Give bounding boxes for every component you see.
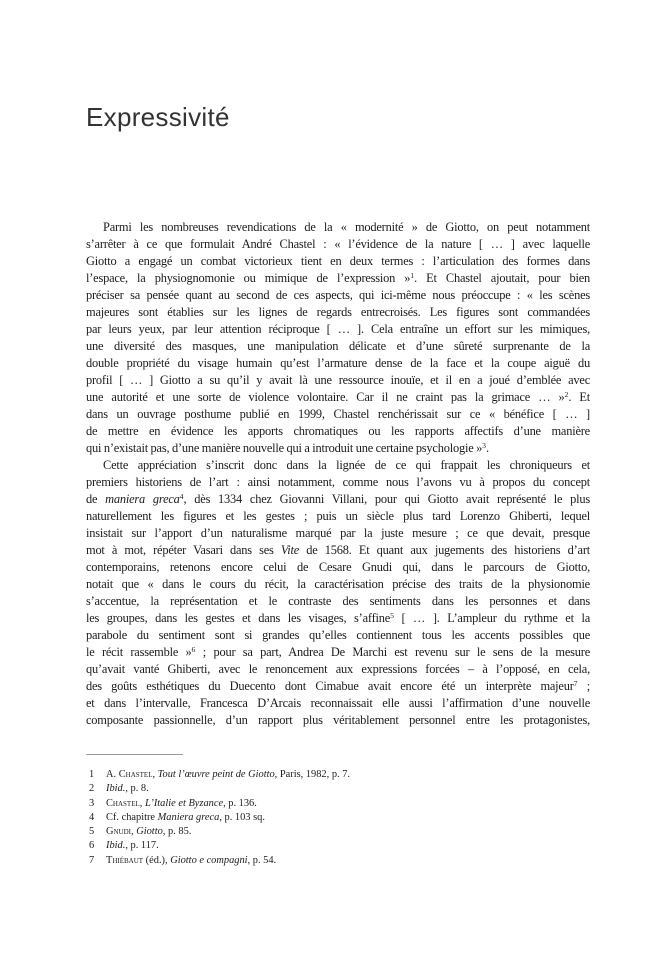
text-line: dans un ouvrage posthume publié en 1999, Chastel renchérissait sur ce « bénéfice [ … ] bbox=[86, 407, 590, 421]
footnote-number: 1 bbox=[89, 769, 95, 780]
text-line: s’arrêter à ce que formulait André Chastel : « l’évidence de la nature [ … ] avec laquelle bbox=[86, 237, 590, 251]
smallcaps-author-name: Chastel bbox=[106, 797, 140, 809]
body-text bbox=[86, 219, 590, 729]
footnote-reference: 5 bbox=[390, 611, 394, 620]
footnote-reference: 1 bbox=[410, 271, 415, 280]
footnote-reference: 4 bbox=[179, 492, 184, 501]
footnote-number: 7 bbox=[89, 854, 95, 866]
footnote-item bbox=[86, 854, 590, 868]
footnote-item bbox=[86, 768, 590, 782]
footnote-text: Cf. chapitre Maniera greca, p. 103 sq. bbox=[106, 811, 265, 823]
text-line: majeures sont établies sur les lignes de regards entrecroisés. Les figures sont commandées bbox=[86, 305, 590, 319]
text-line: de mettre en évidence les apports chromatiques ou les rapports affectifs d’une manière bbox=[86, 424, 590, 438]
footnote-item bbox=[86, 782, 590, 796]
italic-text: Maniera greca bbox=[157, 811, 220, 823]
footnote-text: A. Chastel, Tout l’œuvre peint de Giotto, Paris, 1982, p. 7. bbox=[106, 769, 351, 780]
text-line: des goûts esthétiques du Duecento dont Cimabue avait encore été un interprète majeur$^7$ ; bbox=[86, 679, 590, 693]
text-line: qui n’existait pas, d’une manière nouvelle qui a introduit une certaine psychologie »$^3$. bbox=[86, 441, 489, 455]
text-line: composante passionnelle, d’un rapport plus véritablement personnel entre les protagonistes, bbox=[86, 713, 590, 727]
text-line: qu’avait vanté Ghiberti, avec le renoncement aux expressions forcées – à l’opposé, en cela, bbox=[86, 662, 590, 676]
text-line: double propriété du visage humain qu’est l’armature dense de la face et la coupe aiguë du bbox=[86, 356, 590, 370]
text-line: premiers historiens de l’art : ainsi notamment, comme nous l’avons vu à propos du concept bbox=[86, 475, 590, 489]
smallcaps-author-name: Gnudi bbox=[106, 826, 132, 838]
text-line: naturellement les figures et les gestes ; puis un siècle plus tard Lorenzo Ghiberti, lequel bbox=[86, 509, 590, 523]
footnote-text: Gnudi, Giotto, p. 85. bbox=[106, 826, 192, 838]
italic-text: maniera greca bbox=[105, 492, 180, 506]
text-line: une diversité des masques, une manipulation délicate et d’une sûreté surprenante de la bbox=[86, 339, 590, 353]
text-line: Giotto a engagé un combat victorieux tient en deux termes : l’articulation des formes dans bbox=[86, 254, 590, 268]
footnote-item bbox=[86, 839, 590, 853]
footnotes-block bbox=[86, 768, 590, 868]
footnote-reference: 2 bbox=[564, 390, 569, 399]
footnote-text: Ibid., p. 8. bbox=[106, 783, 149, 795]
text-line: Cette appréciation s’inscrit donc dans la lignée de ce qui frappait les chroniqueurs et bbox=[103, 458, 590, 472]
footnote-number: 2 bbox=[89, 783, 95, 795]
text-line: l’espace, la physiognomonie ou mimique de l’expression »$^1$. Et Chastel ajoutait, pour bien bbox=[86, 271, 590, 285]
text-line: les groupes, dans les gestes et dans les visages, s’affine$^5$ [ … ]. L’ampleur du rythme et la bbox=[86, 611, 590, 625]
text-line: et dans l’intervalle, Francesca D’Arcais reconnaissait elle aussi l’affirmation d’une nouvelle bbox=[86, 696, 590, 710]
italic-text: Giotto e compagni bbox=[170, 854, 248, 866]
italic-text: L’Italie et Byzance bbox=[144, 797, 224, 809]
text-line: s’accentue, la représentation et le contraste des sentiments dans les personnes et dans bbox=[86, 594, 590, 608]
footnote-number: 3 bbox=[89, 797, 95, 809]
text-line: Parmi les nombreuses revendications de la « modernité » de Giotto, on peut notamment bbox=[103, 220, 590, 234]
footnote-text: Thiébaut (éd.), Giotto e compagni, p. 54. bbox=[106, 854, 277, 866]
text-line: le récit rassemble »$^6$ ; pour sa part, Andrea De Marchi est revenu sur le sens de la mesure bbox=[86, 645, 590, 659]
smallcaps-author-name: Chastel bbox=[118, 769, 153, 780]
italic-text: Ibid. bbox=[106, 840, 126, 852]
text-line: préciser sa pensée quant au second de ces aspects, qui ici-même nous préoccupe : « les scènes bbox=[86, 288, 590, 302]
footnote-reference: 3 bbox=[482, 441, 486, 450]
text-line: parabole du sentiment sont si grandes qu’elles contiennent tous les accents possibles que bbox=[86, 628, 590, 642]
footnote-reference: 7 bbox=[573, 679, 578, 688]
italic-text: Ibid. bbox=[106, 783, 126, 795]
footnote-reference: 6 bbox=[191, 645, 196, 654]
text-line: mot à mot, répéter Vasari dans ses Vite de 1568. Et quant aux jugements des historiens d’art bbox=[86, 543, 590, 557]
text-line: profil [ … ] Giotto a su qu’il y avait là une ressource inouïe, et il en a joué d’emblée avec bbox=[86, 373, 590, 387]
footnote-separator bbox=[86, 754, 183, 755]
smallcaps-author-name: Thiébaut bbox=[106, 854, 144, 866]
italic-text: Tout l’œuvre peint de Giotto bbox=[157, 769, 275, 780]
text-line: de maniera greca$^4$, dès 1334 chez Giovanni Villani, pour qui Giotto avait représenté le plus bbox=[86, 492, 590, 506]
italic-text: Giotto bbox=[136, 826, 163, 838]
footnote-item bbox=[86, 825, 590, 839]
footnote-number: 5 bbox=[89, 826, 95, 838]
text-line: par leurs yeux, par leur attention réciproque [ … ]. Cela entraîne un effort sur les mimiques, bbox=[86, 322, 590, 336]
footnote-item bbox=[86, 797, 590, 811]
footnote-number: 4 bbox=[89, 811, 95, 823]
text-line: insistait sur l’apport d’un naturalisme marqué par la juste mesure ; ce que devait, presque bbox=[86, 526, 590, 540]
text-line: une autorité et une sorte de violence volontaire. Car il ne craint pas la grimace … »$^2$. Et bbox=[86, 390, 590, 404]
footnote-text: Ibid., p. 117. bbox=[106, 840, 159, 852]
chapter-title: Expressivité bbox=[86, 102, 230, 132]
italic-text: Vite bbox=[280, 543, 300, 557]
footnote-number: 6 bbox=[89, 840, 95, 852]
text-line: contemporains, retenons encore celui de Cesare Gnudi qui, dans le parcours de Giotto, bbox=[86, 560, 590, 574]
footnote-text: Chastel, L’Italie et Byzance, p. 136. bbox=[106, 797, 257, 809]
footnote-item bbox=[86, 811, 590, 825]
text-line: notait que « dans le cours du récit, la caractérisation précise des traits de la physionomie bbox=[86, 577, 590, 591]
